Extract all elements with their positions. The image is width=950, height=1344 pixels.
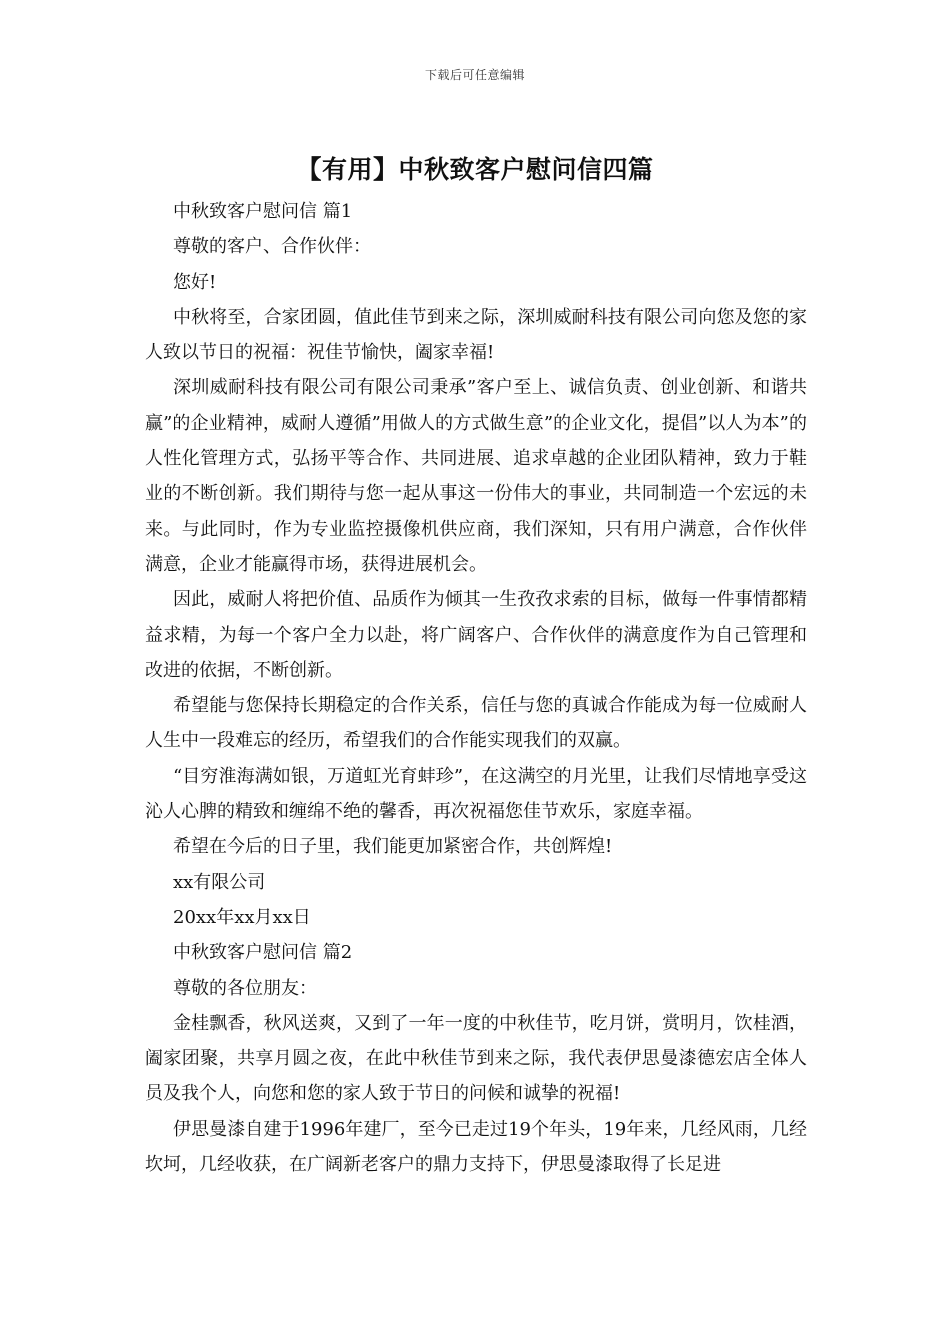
body-paragraph: 因此，威耐人将把价值、品质作为倾其一生孜孜求索的目标，做每一件事情都精益求精，为每一个客户全力以赴，将广阔客户、合作伙伴的满意度作为自己管理和改进的依据，不断创新。 (145, 589, 807, 681)
body-paragraph: 中秋致客户慰问信 篇2 (173, 942, 353, 964)
signature-date: 20xx年xx月xx日 (173, 906, 311, 928)
body-paragraph: “目穷淮海满如银，万道虹光育蚌珍”，在这满空的月光里，让我们尽情地享受这沁人心脾的精致和缠绵不绝的馨香，再次祝福您佳节欢乐，家庭幸福。 (145, 765, 807, 823)
body-paragraph: 金桂飘香，秋风送爽，又到了一年一度的中秋佳节，吃月饼，赏明月，饮桂酒，阖家团聚，共享月圆之夜，在此中秋佳节到来之际，我代表伊思曼漆德宏店全体人员及我个人，向您和您的家人致于节日的问候和诚挚的祝福! (145, 1012, 807, 1105)
header-note: 下载后可任意编辑 (424, 68, 525, 82)
body-paragraph: 尊敬的客户、合作伙伴： (173, 236, 371, 258)
document-body (145, 194, 807, 1182)
body-paragraph: 希望在今后的日子里，我们能更加紧密合作，共创辉煌! (173, 836, 613, 858)
body-paragraph: 中秋致客户慰问信 篇1 (173, 201, 353, 222)
signature-company: xx有限公司 (173, 871, 266, 893)
body-paragraph: 尊敬的各位朋友： (173, 977, 317, 999)
body-paragraph: 您好! (173, 271, 217, 293)
body-paragraph: 中秋将至，合家团圆，值此佳节到来之际，深圳威耐科技有限公司向您及您的家人致以节日的祝福：祝佳节愉快，阖家幸福! (145, 306, 807, 364)
body-paragraph: 希望能与您保持长期稳定的合作关系，信任与您的真诚合作能成为每一位威耐人人生中一段难忘的经历，希望我们的合作能实现我们的双赢。 (145, 695, 807, 752)
document-title: 【有用】中秋致客户慰问信四篇 (296, 155, 654, 184)
body-paragraph: 深圳威耐科技有限公司有限公司秉承”客户至上、诚信负责、创业创新、和谐共赢”的企业精神，威耐人遵循”用做人的方式做生意”的企业文化，提倡”以人为本”的人性化管理方式，弘扬平等合作、共同进展、追求卓越的企业团队精神，致力于鞋业的不断创新。我们期待与您一起从事这一份伟大的事业，共同制造一个宏远的未来。与此同时，作为专业监控摄像机供应商，我们深知，只有用户满意，合作伙伴满意，企业才能赢得市场，获得进展机会。 (145, 377, 807, 575)
body-paragraph: 伊思曼漆自建于1996年建厂，至今已走过19个年头，19年来，几经风雨，几经坎坷，几经收获，在广阔新老客户的鼎力支持下，伊思曼漆取得了长足进 (145, 1118, 807, 1176)
